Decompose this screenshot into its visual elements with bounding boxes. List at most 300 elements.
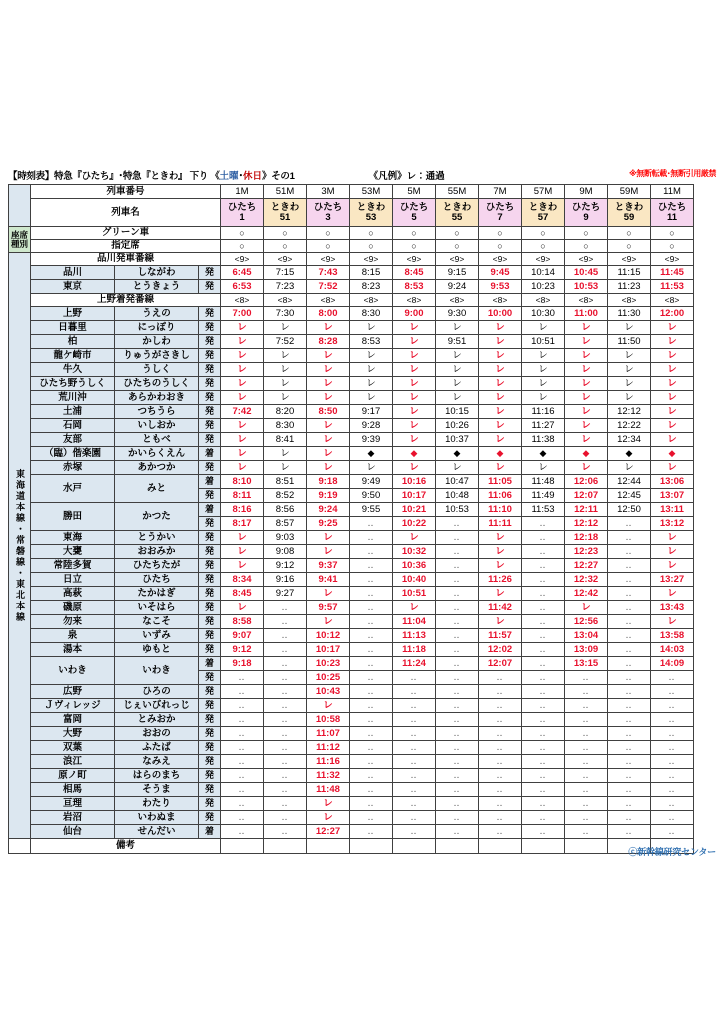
time-cell: 12:02 — [479, 643, 522, 657]
time-cell: ‥ — [350, 601, 393, 615]
time-cell: ‥ — [350, 559, 393, 573]
train-number-51M: 51M — [264, 185, 307, 199]
time-cell: 8:56 — [264, 503, 307, 517]
station-kana: ふたば — [115, 741, 199, 755]
green-car-1M: ○ — [221, 227, 264, 240]
station-kanji: 上野 — [31, 307, 115, 321]
time-cell: ‥ — [436, 531, 479, 545]
time-cell: ‥ — [479, 699, 522, 713]
remarks-3M — [307, 839, 350, 854]
time-cell: 14:03 — [651, 643, 694, 657]
ueno-track-59M: <8> — [608, 294, 651, 307]
station-kanji: 相馬 — [31, 783, 115, 797]
time-cell: ‥ — [608, 741, 651, 755]
time-cell: ‥ — [393, 741, 436, 755]
time-cell: ‥ — [393, 769, 436, 783]
time-cell: レ — [393, 349, 436, 363]
station-kana: にっぽり — [115, 321, 199, 335]
time-cell: ‥ — [264, 657, 307, 671]
station-row — [9, 391, 694, 405]
time-cell: ‥ — [522, 517, 565, 531]
time-cell: レ — [522, 377, 565, 391]
time-cell: ‥ — [608, 517, 651, 531]
time-cell: 11:24 — [393, 657, 436, 671]
green-car-59M: ○ — [608, 227, 651, 240]
time-cell: ‥ — [221, 713, 264, 727]
time-cell: ‥ — [522, 643, 565, 657]
time-cell: 10:53 — [565, 280, 608, 294]
time-cell: ‥ — [221, 769, 264, 783]
time-cell: 12:32 — [565, 573, 608, 587]
time-cell: ‥ — [479, 783, 522, 797]
station-kanji: 仙台 — [31, 825, 115, 839]
arrival-departure-mark: 発 — [199, 797, 221, 811]
station-kanji: 磯原 — [31, 601, 115, 615]
remarks-1M — [221, 839, 264, 854]
arrival-departure-mark: 発 — [199, 321, 221, 335]
time-cell: 11:38 — [522, 433, 565, 447]
time-cell: レ — [393, 321, 436, 335]
station-kanji: 湯本 — [31, 643, 115, 657]
time-cell: 10:15 — [436, 405, 479, 419]
train-number-7M: 7M — [479, 185, 522, 199]
time-cell: 11:16 — [522, 405, 565, 419]
time-cell: レ — [393, 377, 436, 391]
station-row — [9, 713, 694, 727]
time-cell: 9:03 — [264, 531, 307, 545]
station-kanji: 原ノ町 — [31, 769, 115, 783]
time-cell: ‥ — [522, 699, 565, 713]
time-cell: 11:49 — [522, 489, 565, 503]
train-name-53M[interactable]: ときわ 53 — [350, 199, 393, 227]
time-cell: レ — [221, 545, 264, 559]
time-cell: 12:06 — [565, 475, 608, 489]
station-kanji: 友部 — [31, 433, 115, 447]
station-row — [9, 531, 694, 545]
time-cell: レ — [221, 419, 264, 433]
time-cell: ‥ — [221, 699, 264, 713]
time-cell: レ — [307, 349, 350, 363]
arrival-departure-mark: 発 — [199, 391, 221, 405]
time-cell: レ — [436, 363, 479, 377]
timetable-body — [9, 185, 694, 854]
time-cell: 13:11 — [651, 503, 694, 517]
time-cell: レ — [393, 363, 436, 377]
station-row — [9, 657, 694, 671]
time-cell: ‥ — [479, 755, 522, 769]
time-cell: ‥ — [436, 601, 479, 615]
station-kanji: 泉 — [31, 629, 115, 643]
time-cell: 12:00 — [651, 307, 694, 321]
page-title-bar — [8, 168, 716, 182]
time-cell: ‥ — [651, 699, 694, 713]
time-cell: レ — [221, 377, 264, 391]
time-cell: ‥ — [350, 699, 393, 713]
shinagawa-track-57M: <9> — [522, 253, 565, 266]
time-cell: ‥ — [522, 755, 565, 769]
time-cell: レ — [350, 321, 393, 335]
reserved-seat-11M: ○ — [651, 240, 694, 253]
train-number-59M: 59M — [608, 185, 651, 199]
time-cell: 8:11 — [221, 489, 264, 503]
time-cell: ‥ — [350, 783, 393, 797]
ueno-track-55M: <8> — [436, 294, 479, 307]
shinagawa-track-51M: <9> — [264, 253, 307, 266]
ueno-track-5M: <8> — [393, 294, 436, 307]
remarks-blank — [9, 839, 31, 854]
page-title: 【時刻表】特急『ひたち』･特急『ときわ』 下り 《 — [8, 171, 220, 182]
time-cell: レ — [393, 433, 436, 447]
arrival-departure-mark: 発 — [199, 405, 221, 419]
shinagawa-track-1M: <9> — [221, 253, 264, 266]
arrival-departure-mark: 発 — [199, 280, 221, 294]
time-cell: レ — [522, 391, 565, 405]
copyright-warning: ※無断転載･無断引用厳禁 — [629, 169, 716, 178]
time-cell: レ — [565, 363, 608, 377]
time-cell: レ — [651, 419, 694, 433]
time-cell: ‥ — [436, 643, 479, 657]
time-cell: ‥ — [264, 643, 307, 657]
remarks-57M — [522, 839, 565, 854]
time-cell: レ — [651, 349, 694, 363]
time-cell: 11:42 — [479, 601, 522, 615]
time-cell: レ — [651, 433, 694, 447]
time-cell: レ — [221, 461, 264, 475]
station-kana: はらのまち — [115, 769, 199, 783]
time-cell: レ — [350, 363, 393, 377]
time-cell: レ — [436, 461, 479, 475]
arrival-departure-mark: 発 — [199, 489, 221, 503]
time-cell: レ — [651, 363, 694, 377]
arrival-departure-mark: 発 — [199, 573, 221, 587]
time-cell: レ — [350, 461, 393, 475]
time-cell: 9:57 — [307, 601, 350, 615]
time-cell: 10:58 — [307, 713, 350, 727]
train-number-1M: 1M — [221, 185, 264, 199]
time-cell: 10:17 — [307, 643, 350, 657]
time-cell: 11:27 — [522, 419, 565, 433]
time-cell: ‥ — [522, 657, 565, 671]
time-cell: 7:23 — [264, 280, 307, 294]
time-cell: ‥ — [651, 671, 694, 685]
time-cell: ‥ — [350, 825, 393, 839]
timetable — [8, 184, 694, 854]
station-kana: とうきょう — [115, 280, 199, 294]
time-cell: 9:08 — [264, 545, 307, 559]
time-cell: レ — [264, 363, 307, 377]
reserved-seat-53M: ○ — [350, 240, 393, 253]
time-cell: レ — [350, 391, 393, 405]
green-car-51M: ○ — [264, 227, 307, 240]
station-row — [9, 783, 694, 797]
time-cell: 6:53 — [221, 280, 264, 294]
time-cell: 12:22 — [608, 419, 651, 433]
station-kana: かしわ — [115, 335, 199, 349]
time-cell: 11:48 — [522, 475, 565, 489]
arrival-departure-mark: 発 — [199, 531, 221, 545]
arrival-departure-mark: 発 — [199, 769, 221, 783]
reserved-seat-9M: ○ — [565, 240, 608, 253]
time-cell: レ — [565, 405, 608, 419]
station-row — [9, 349, 694, 363]
time-cell: ‥ — [221, 797, 264, 811]
train-name-57M[interactable]: ときわ 57 — [522, 199, 565, 227]
time-cell: ‥ — [350, 769, 393, 783]
time-cell: ‥ — [651, 825, 694, 839]
time-cell: 9:17 — [350, 405, 393, 419]
station-row — [9, 685, 694, 699]
time-cell: 9:39 — [350, 433, 393, 447]
train-number-5M: 5M — [393, 185, 436, 199]
time-cell: ‥ — [565, 825, 608, 839]
train-name-51M[interactable]: ときわ 51 — [264, 199, 307, 227]
time-cell: ‥ — [608, 531, 651, 545]
arrival-departure-mark: 着 — [199, 447, 221, 461]
time-cell: レ — [565, 391, 608, 405]
time-cell: ◆ — [651, 447, 694, 461]
time-cell: レ — [264, 461, 307, 475]
time-cell: ‥ — [651, 685, 694, 699]
green-car-55M: ○ — [436, 227, 479, 240]
train-number-label: 列車番号 — [31, 185, 221, 199]
time-cell: ‥ — [350, 629, 393, 643]
time-cell: レ — [393, 391, 436, 405]
time-cell: 8:17 — [221, 517, 264, 531]
station-row — [9, 699, 694, 713]
time-cell: 11:26 — [479, 573, 522, 587]
station-row — [9, 475, 694, 489]
time-cell: 8:58 — [221, 615, 264, 629]
time-cell: レ — [221, 433, 264, 447]
time-cell: 9:30 — [436, 307, 479, 321]
train-name-7M[interactable]: ひたち 7 — [479, 199, 522, 227]
time-cell: レ — [307, 391, 350, 405]
station-kana: なみえ — [115, 755, 199, 769]
time-cell: 13:07 — [651, 489, 694, 503]
time-cell: ‥ — [522, 811, 565, 825]
time-cell: 9:07 — [221, 629, 264, 643]
train-number-9M: 9M — [565, 185, 608, 199]
ueno-track-51M: <8> — [264, 294, 307, 307]
shinagawa-track-9M: <9> — [565, 253, 608, 266]
time-cell: 12:12 — [608, 405, 651, 419]
train-number-11M: 11M — [651, 185, 694, 199]
time-cell: レ — [479, 433, 522, 447]
time-cell: ◆ — [350, 447, 393, 461]
arrival-departure-mark: 発 — [199, 727, 221, 741]
time-cell: ‥ — [608, 629, 651, 643]
time-cell: ‥ — [436, 699, 479, 713]
time-cell: 9:51 — [436, 335, 479, 349]
time-cell: レ — [307, 587, 350, 601]
time-cell: ‥ — [651, 713, 694, 727]
time-cell: 8:45 — [393, 266, 436, 280]
time-cell: ‥ — [522, 797, 565, 811]
time-cell: ‥ — [264, 755, 307, 769]
time-cell: ‥ — [608, 755, 651, 769]
time-cell: ‥ — [264, 685, 307, 699]
time-cell: ‥ — [436, 685, 479, 699]
time-cell: レ — [221, 531, 264, 545]
time-cell: 10:25 — [307, 671, 350, 685]
time-cell: レ — [479, 335, 522, 349]
station-kana: そうま — [115, 783, 199, 797]
time-cell: レ — [350, 377, 393, 391]
station-kanji: 高萩 — [31, 587, 115, 601]
time-cell: 11:53 — [651, 280, 694, 294]
time-cell: ‥ — [264, 811, 307, 825]
train-name-59M[interactable]: ときわ 59 — [608, 199, 651, 227]
time-cell: ‥ — [651, 741, 694, 755]
time-cell: レ — [479, 531, 522, 545]
station-kana: うしく — [115, 363, 199, 377]
time-cell: ‥ — [350, 811, 393, 825]
time-cell: ‥ — [479, 713, 522, 727]
time-cell: ‥ — [436, 825, 479, 839]
time-cell: 8:15 — [350, 266, 393, 280]
station-kanji: Ｊヴィレッジ — [31, 699, 115, 713]
time-cell: 13:43 — [651, 601, 694, 615]
station-kana: しながわ — [115, 266, 199, 280]
time-cell: ‥ — [436, 741, 479, 755]
time-cell: レ — [221, 391, 264, 405]
time-cell: レ — [608, 349, 651, 363]
time-cell: 9:55 — [350, 503, 393, 517]
arrival-departure-mark: 発 — [199, 433, 221, 447]
time-cell: ‥ — [264, 629, 307, 643]
time-cell: 10:16 — [393, 475, 436, 489]
station-kana: とうかい — [115, 531, 199, 545]
time-cell: 10:40 — [393, 573, 436, 587]
time-cell: 12:12 — [565, 517, 608, 531]
arrival-departure-mark: 発 — [199, 671, 221, 685]
reserved-seat-51M: ○ — [264, 240, 307, 253]
station-kanji: 岩沼 — [31, 811, 115, 825]
time-cell: 11:16 — [307, 755, 350, 769]
time-cell: 10:30 — [522, 307, 565, 321]
station-kanji: 日暮里 — [31, 321, 115, 335]
time-cell: ‥ — [221, 783, 264, 797]
station-kanji: 勝田 — [31, 503, 115, 531]
time-cell: ‥ — [651, 769, 694, 783]
time-cell: レ — [651, 461, 694, 475]
time-cell: レ — [221, 321, 264, 335]
station-kanji: 柏 — [31, 335, 115, 349]
time-cell: ‥ — [608, 657, 651, 671]
station-row — [9, 587, 694, 601]
time-cell: レ — [307, 699, 350, 713]
time-cell: レ — [565, 321, 608, 335]
station-kana: いそはら — [115, 601, 199, 615]
station-kanji: 品川 — [31, 266, 115, 280]
time-cell: ‥ — [522, 769, 565, 783]
time-cell: レ — [479, 615, 522, 629]
time-cell: ‥ — [350, 797, 393, 811]
time-cell: レ — [479, 363, 522, 377]
time-cell: レ — [264, 321, 307, 335]
time-cell: 7:52 — [264, 335, 307, 349]
station-row — [9, 825, 694, 839]
station-kanji: 浪江 — [31, 755, 115, 769]
reserved-seat-59M: ○ — [608, 240, 651, 253]
time-cell: 9:28 — [350, 419, 393, 433]
station-row — [9, 573, 694, 587]
arrival-departure-mark: 発 — [199, 741, 221, 755]
train-name-55M[interactable]: ときわ 55 — [436, 199, 479, 227]
time-cell: ◆ — [479, 447, 522, 461]
time-cell: ‥ — [436, 657, 479, 671]
station-kana: かいらくえん — [115, 447, 199, 461]
time-cell: 11:05 — [479, 475, 522, 489]
time-cell: レ — [436, 377, 479, 391]
time-cell: ‥ — [608, 713, 651, 727]
time-cell: レ — [565, 601, 608, 615]
time-cell: 10:51 — [393, 587, 436, 601]
time-cell: ‥ — [436, 615, 479, 629]
train-name-1M[interactable]: ひたち 1 — [221, 199, 264, 227]
time-cell: ‥ — [350, 671, 393, 685]
time-cell: レ — [608, 391, 651, 405]
arrival-departure-mark: 発 — [199, 811, 221, 825]
station-row — [9, 419, 694, 433]
station-kana: かつた — [115, 503, 199, 531]
time-cell: 11:07 — [307, 727, 350, 741]
train-name-9M[interactable]: ひたち 9 — [565, 199, 608, 227]
time-cell: レ — [307, 419, 350, 433]
arrival-departure-mark: 発 — [199, 349, 221, 363]
station-kana: ともべ — [115, 433, 199, 447]
arrival-departure-mark: 発 — [199, 363, 221, 377]
time-cell: ‥ — [565, 797, 608, 811]
time-cell: 10:37 — [436, 433, 479, 447]
time-cell: 7:43 — [307, 266, 350, 280]
time-cell: 12:23 — [565, 545, 608, 559]
corner-blank-a — [9, 185, 31, 227]
time-cell: 7:15 — [264, 266, 307, 280]
arrival-departure-mark: 発 — [199, 685, 221, 699]
time-cell: レ — [393, 405, 436, 419]
station-row — [9, 280, 694, 294]
station-row — [9, 377, 694, 391]
time-cell: ◆ — [522, 447, 565, 461]
time-cell: 7:30 — [264, 307, 307, 321]
time-cell: 10:12 — [307, 629, 350, 643]
time-cell: レ — [307, 377, 350, 391]
time-cell: レ — [221, 447, 264, 461]
ueno-track-label: 上野着発番線 — [31, 294, 221, 307]
time-cell: 6:45 — [221, 266, 264, 280]
time-cell: レ — [479, 419, 522, 433]
arrival-departure-mark: 発 — [199, 545, 221, 559]
time-cell: ‥ — [436, 783, 479, 797]
station-row — [9, 629, 694, 643]
station-kanji: 大甕 — [31, 545, 115, 559]
train-name-3M[interactable]: ひたち 3 — [307, 199, 350, 227]
ueno-track-57M: <8> — [522, 294, 565, 307]
time-cell: ‥ — [221, 811, 264, 825]
train-name-11M[interactable]: ひたち 11 — [651, 199, 694, 227]
time-cell: 8:57 — [264, 517, 307, 531]
time-cell: レ — [307, 461, 350, 475]
time-cell: 10:00 — [479, 307, 522, 321]
time-cell: ‥ — [436, 755, 479, 769]
shinagawa-track-5M: <9> — [393, 253, 436, 266]
train-name-5M[interactable]: ひたち 5 — [393, 199, 436, 227]
station-kana: おおみか — [115, 545, 199, 559]
station-kana: つちうら — [115, 405, 199, 419]
time-cell: ‥ — [350, 727, 393, 741]
time-cell: レ — [307, 797, 350, 811]
